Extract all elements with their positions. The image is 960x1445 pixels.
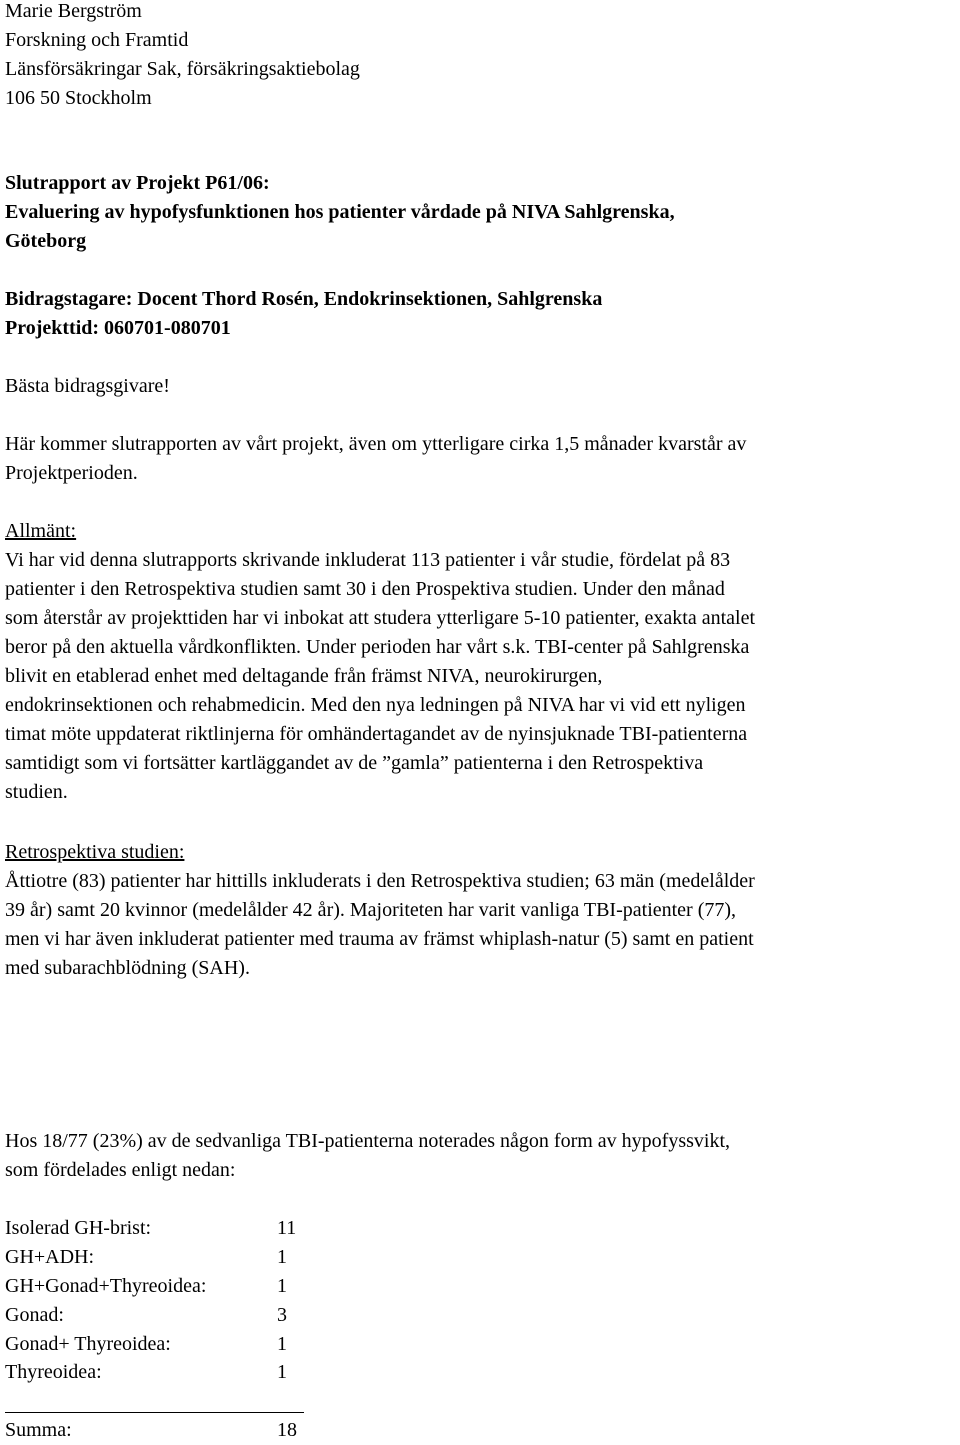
row-value: 3: [277, 1303, 287, 1326]
retro-line: med subarachblödning (SAH).: [5, 957, 250, 979]
recipient-name: Marie Bergström: [5, 0, 142, 22]
general-line: patienter i den Retrospektiva studien samt 30 i den Prospektiva studien. Under den månad: [5, 578, 725, 600]
title-line-1: Slutrapport av Projekt P61/06:: [5, 172, 270, 194]
retro-heading: Retrospektiva studien:: [5, 841, 185, 863]
table-row: [5, 1301, 317, 1330]
retro-line: men vi har även inkluderat patienter med trauma av främst whiplash-natur (5) samt en patient: [5, 928, 754, 950]
contributor-line: Bidragstagare: Docent Thord Rosén, Endokrinsektionen, Sahlgrenska: [5, 288, 603, 310]
project-meta: [5, 285, 955, 343]
table-row: [5, 1358, 317, 1387]
row-label: Gonad:: [5, 1303, 64, 1326]
general-line: timat möte uppdaterat riktlinjerna för omhändertagandet av de nyinsjuknade TBI-patienterna: [5, 723, 748, 745]
period-line: Projekttid: 060701-080701: [5, 317, 231, 339]
table-row: [5, 1272, 317, 1301]
title-line-2: Evaluering av hypofysfunktionen hos patienter vårdade på NIVA Sahlgrenska,: [5, 201, 675, 223]
retro-line: Åttiotre (83) patienter har hittills inkluderats i den Retrospektiva studien; 63 män (medelålder: [5, 870, 755, 892]
general-heading: Allmänt:: [5, 520, 77, 542]
row-value: 1: [277, 1361, 287, 1384]
retro-section: [5, 838, 955, 983]
salutation-text: Bästa bidragsgivare!: [5, 375, 170, 397]
deficit-table: [5, 1214, 317, 1387]
general-line: Vi har vid denna slutrapports skrivande inkluderat 113 patienter i vår studie, fördelat på 83: [5, 549, 731, 571]
row-label: Isolerad GH-brist:: [5, 1217, 152, 1239]
row-label: GH+ADH:: [5, 1245, 95, 1268]
general-line: som återstår av projekttiden har vi inbokat att studera ytterligare 5-10 patienter, exakta antalet: [5, 607, 756, 629]
deficit-paragraph: [5, 1127, 955, 1185]
general-line: samtidigt som vi fortsätter kartläggandet av de ”gamla” patienterna i den Retrospektiva: [5, 752, 704, 774]
recipient-company: Länsförsäkringar Sak, försäkringsaktiebolag: [5, 58, 360, 80]
row-value: 1: [277, 1332, 287, 1355]
table-row: [5, 1330, 317, 1359]
table-row-sum: [5, 1416, 317, 1445]
sum-label: Summa:: [5, 1419, 72, 1441]
sum-row: [5, 1416, 317, 1445]
general-line: blivit en etablerad enhet med deltagande från främst NIVA, neurokirurgen,: [5, 665, 603, 687]
recipient-postal: 106 50 Stockholm: [5, 87, 152, 109]
row-label: GH+Gonad+Thyreoidea:: [5, 1274, 207, 1297]
row-value: 11: [277, 1217, 297, 1239]
sum-value: 18: [277, 1419, 297, 1441]
intro-line-1: Här kommer slutrapporten av vårt projekt, även om ytterligare cirka 1,5 månader kvarstår av: [5, 433, 747, 455]
row-value: 1: [277, 1245, 287, 1268]
address-block: [5, 0, 955, 113]
salutation: [5, 372, 955, 401]
row-value: 1: [277, 1274, 287, 1297]
general-line: studien.: [5, 781, 68, 803]
recipient-department: Forskning och Framtid: [5, 29, 189, 51]
intro-line-2: Projektperioden.: [5, 462, 138, 484]
sum-divider: [5, 1412, 304, 1413]
deficit-line: som fördelades enligt nedan:: [5, 1159, 236, 1181]
general-line: beror på den aktuella vårdkonflikten. Under perioden har vårt s.k. TBI-center på Sahlgrenska: [5, 636, 750, 658]
general-section: [5, 517, 955, 807]
report-title: [5, 169, 955, 256]
general-line: endokrinsektionen och rehabmedicin. Med den nya ledningen på NIVA har vi vid ett nyligen: [5, 694, 746, 716]
title-line-3: Göteborg: [5, 230, 87, 252]
table-row: [5, 1243, 317, 1272]
retro-line: 39 år) samt 20 kvinnor (medelålder 42 år). Majoriteten har varit vanliga TBI-patienter (77),: [5, 899, 737, 921]
row-label: Gonad+ Thyreoidea:: [5, 1332, 171, 1355]
table-row: [5, 1214, 317, 1243]
row-label: Thyreoidea:: [5, 1361, 102, 1384]
intro-paragraph: [5, 430, 955, 488]
deficit-line: Hos 18/77 (23%) av de sedvanliga TBI-patienterna noterades någon form av hypofyssvikt,: [5, 1130, 730, 1152]
